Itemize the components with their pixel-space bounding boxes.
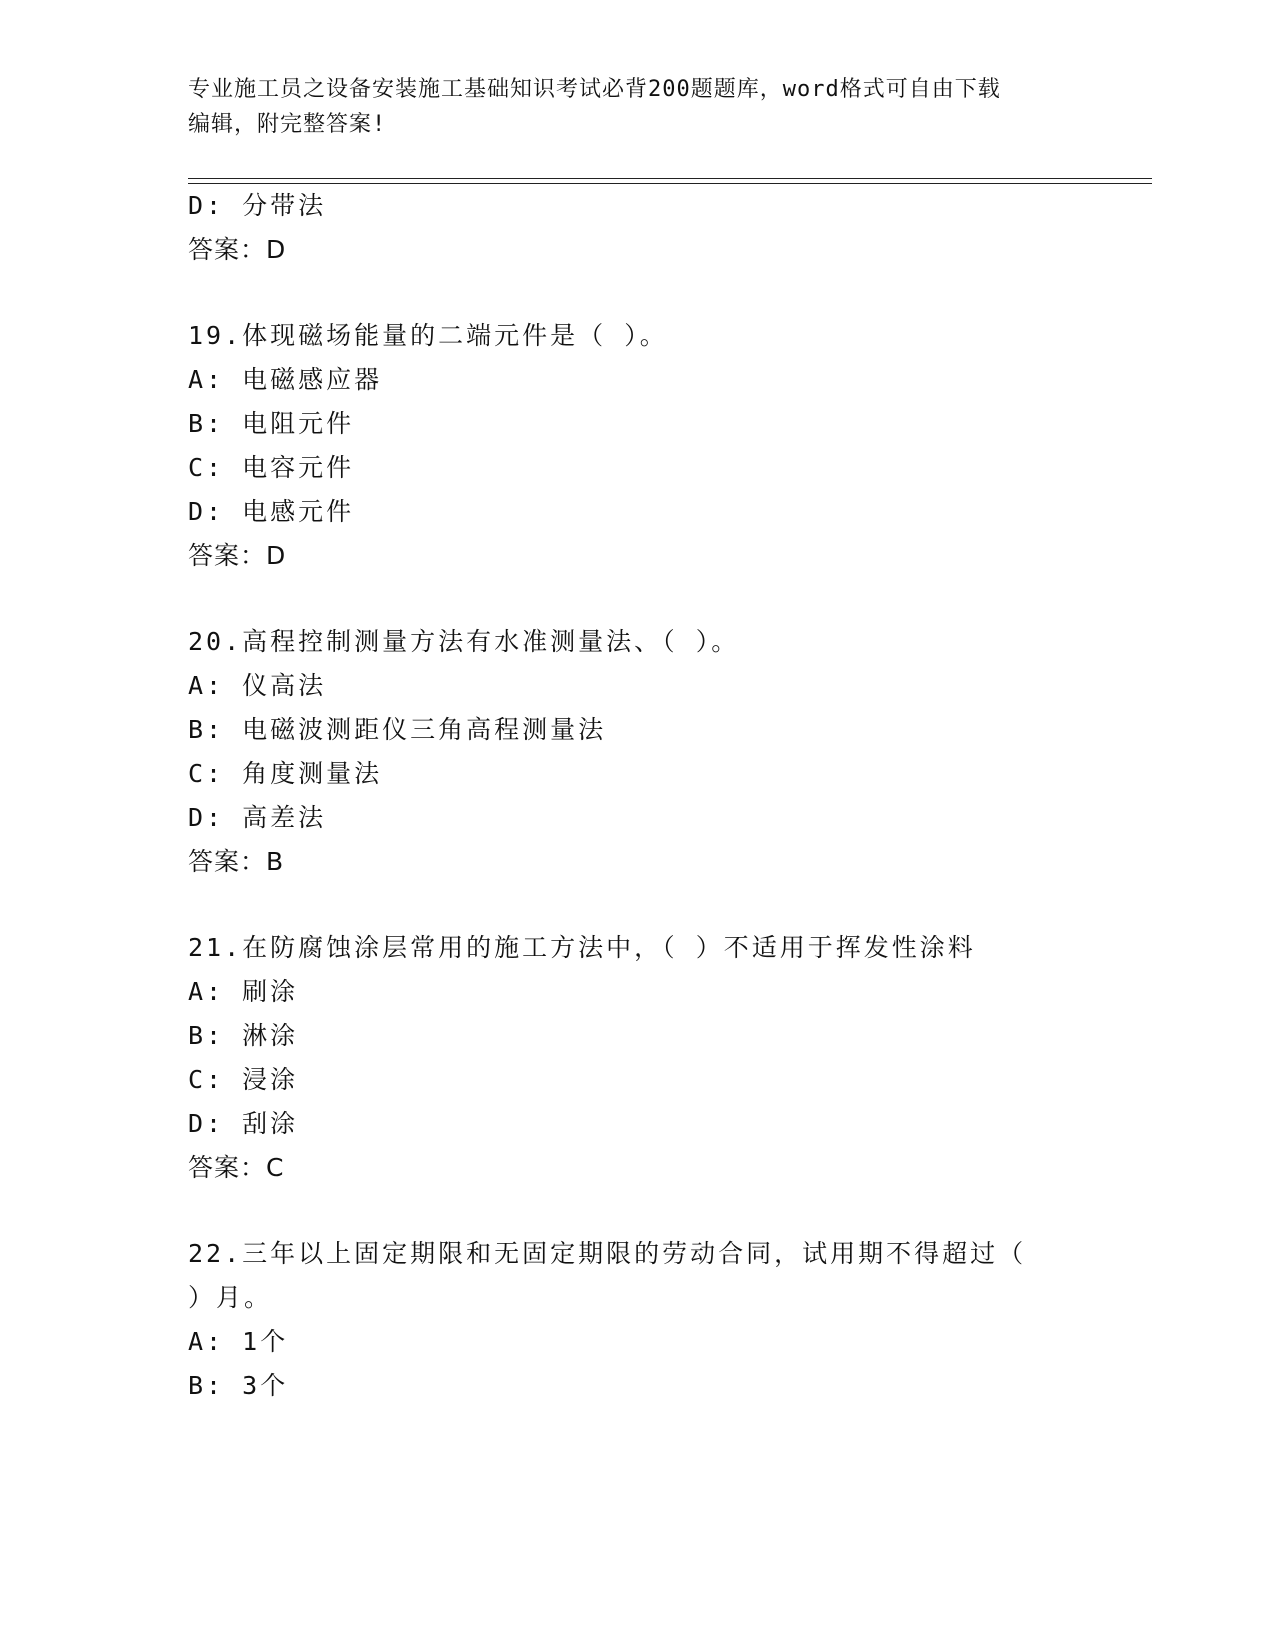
option-b-q20: B: 电磁波测距仪三角高程测量法	[188, 715, 607, 744]
option-b-q22: B: 3个	[188, 1371, 289, 1400]
option-d-q18: D: 分带法	[188, 191, 327, 220]
question-21: 21.在防腐蚀涂层常用的施工方法中，（ ）不适用于挥发性涂料	[188, 933, 976, 962]
header-line-1: 专业施工员之设备安装施工基础知识考试必背200题题库，word格式可自由下载	[188, 77, 1001, 102]
question-20: 20.高程控制测量方法有水准测量法、（ ）。	[188, 627, 740, 656]
option-a-q20: A: 仪高法	[188, 671, 327, 700]
document-header	[188, 72, 1088, 142]
option-c-q20: C: 角度测量法	[188, 759, 383, 788]
header-line-2: 编辑，附完整答案!	[188, 112, 387, 137]
question-22-continued: ）月。	[188, 1283, 273, 1312]
question-19: 19.体现磁场能量的二端元件是（ ）。	[188, 321, 668, 350]
option-a-q22: A: 1个	[188, 1327, 289, 1356]
option-b-q21: B: 淋涂	[188, 1021, 299, 1050]
header-rule-bottom	[188, 183, 1152, 184]
option-b-q19: B: 电阻元件	[188, 409, 355, 438]
option-c-q21: C: 浸涂	[188, 1065, 299, 1094]
answer-q19: 答案：D	[188, 541, 287, 570]
option-a-q19: A: 电磁感应器	[188, 365, 383, 394]
answer-q20: 答案：B	[188, 847, 285, 876]
option-a-q21: A: 刷涂	[188, 977, 299, 1006]
option-d-q19: D: 电感元件	[188, 497, 355, 526]
answer-q18: 答案：D	[188, 235, 287, 264]
answer-q21: 答案：C	[188, 1153, 285, 1182]
question-22: 22.三年以上固定期限和无固定期限的劳动合同，试用期不得超过（	[188, 1239, 1027, 1268]
option-c-q19: C: 电容元件	[188, 453, 355, 482]
option-d-q21: D: 刮涂	[188, 1109, 299, 1138]
header-rule-top	[188, 178, 1152, 179]
option-d-q20: D: 高差法	[188, 803, 327, 832]
